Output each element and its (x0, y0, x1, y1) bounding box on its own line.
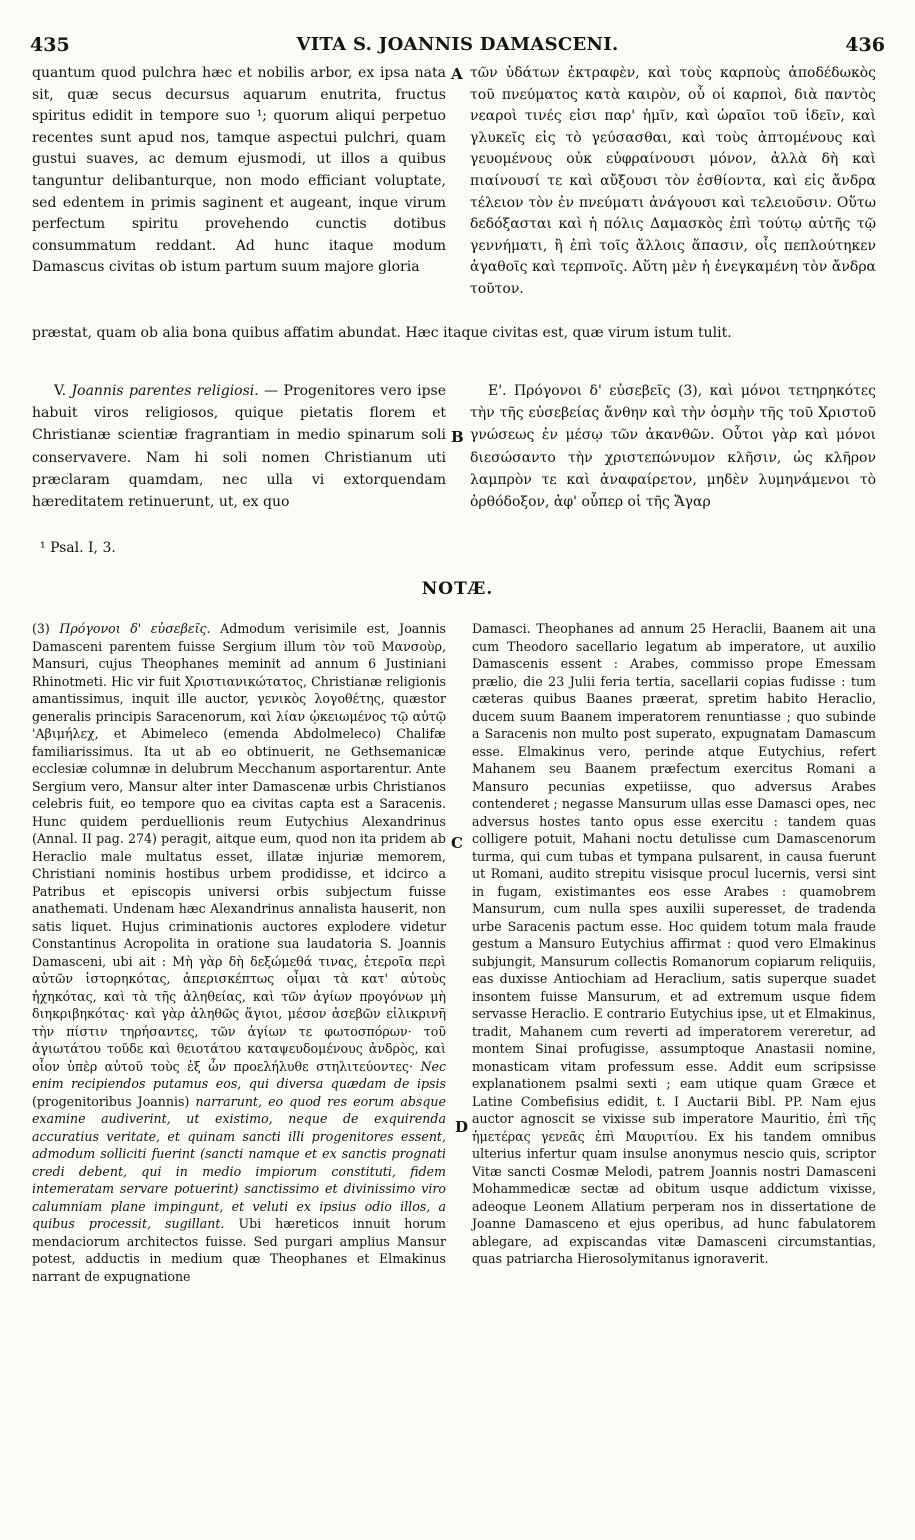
section-v-heading: V. (54, 383, 67, 399)
page-number-right: 436 (845, 34, 885, 56)
greek-paragraph: τῶν ὑδάτων ἐκτραφὲν, καὶ τοὺς καρποὺς ἀποδέδωκὸς τοῦ πνεύματος κατὰ καιρὸν, οὗ οἱ καρποὶ, διὰ παντὸς νεαροὶ τινές εἰσι παρ' ἡμῖν, καὶ ὡραῖοι τοῦ ἰδεῖν, καὶ γλυκεῖς εἰς τὸ γεύσασθαι, καὶ τοὺς ἁπτομένους καὶ γευομένους οὐκ εὐφραίνουσι μόνον, ἀλλὰ δὴ καὶ πιαίνουσί τε καὶ αὔξουσι τὸν ἐσθίοντα, καὶ εἰς ἄνδρα τέλειον τὸν ἐν πνεύματι ἀνάγουσι καὶ τελειοῦσιν. Οὕτω δεδόξασται καὶ ἡ πόλις Δαμασκὸς ἐπὶ τούτῳ αὐτῆς τῷ γεννήματι, ἢ ἐπὶ τοῖς ἄλλοις ἅπασιν, οἷς πεπλούτηκεν ἀγαθοῖς καὶ τερπνοῖς. Αὕτη μὲν ἡ ἐνεγκαμένη τὸν ἄνδρα τοῦτον. (470, 65, 876, 297)
latin-section-v (32, 380, 446, 513)
full-width-line (32, 323, 876, 345)
page-number-left: 435 (30, 34, 70, 56)
page-header (30, 34, 885, 58)
section-e-paragraph: Ε'. Πρόγονοι δ' εὐσεβεῖς (3), καὶ μόνοι τετηρηκότες τὴν τῆς εὐσεβείας ἄνθην καὶ τὴν ὀσμὴν τῆς τοῦ Χριστοῦ γνώσεως ἐν μέσῳ τῶν ἀκανθῶν. Οὗτοι γὰρ καὶ μόνοι διεσώσαντο τὴν χριστεπώνυμον κλῆσιν, ὡς κλῆρον λαμπρὸν τε καὶ ἀναφαίρετον, μηδὲν λυμηνάμενοι τὸ ὀρθόδοξον, ἀφ' οὗπερ οἱ τῆς Ἄγαρ (470, 383, 876, 511)
margin-mark-c: C (451, 834, 463, 852)
note-text-2: Nec enim recipiendos putamus eos, qui diversa quædam de ipsis (32, 1058, 446, 1091)
footnote: ¹ Psal. I, 3. (40, 540, 116, 556)
note-text-5: Ubi hæreticos innuit horum mendaciorum architectos fuisse. Sed purgari amplius Mansur potest, adductis in medium quæ Theophanes et Elmakinus narrant de expugnatione (32, 1216, 446, 1284)
greek-section-e (470, 380, 876, 513)
note-text-3: (progenitoribus Joannis) (32, 1093, 190, 1109)
margin-mark-d: D (455, 1118, 469, 1136)
section-v-title: Joannis parentes religiosi. (71, 383, 259, 399)
greek-column-top (470, 63, 876, 301)
latin-column-top (32, 63, 446, 279)
latin-continuation: præstat, quam ob alia bona quibus affatim abundat. Hæc itaque civitas est, quæ virum istum tulit. (32, 325, 732, 341)
section-v-paragraph (32, 380, 446, 513)
note-lemma: Πρόγονοι δ' εὐσεβεῖς. (59, 621, 211, 636)
note-number: (3) (32, 621, 50, 636)
note-paragraph-right: Damasci. Theophanes ad annum 25 Heraclii, Baanem ait una cum Theodoro sacellario legatum ab imperatore, ut auxilio Damascenis essent : Arabes, commisso prope Emessam prælio, die 23 Julii feria tertia, sacellarii copias fudisse : tum cæteras quibus Baanes præerat, spretim habito Heraclio, ducem suum Baanem imperatorem renuntiasse ; quo subinde a Saracenis non multo post superato, expugnatam Damascum esse. Elmakinus vero, perinde atque Eutychius, refert Mahanem seu Baanem præfectum exercitus Romani a Mansuro pecunias expetiisse, quo adversus Arabes contenderet ; negasse Mansurum ullas esse Damasci opes, nec adversus hostes tanto opus esse exercitu : tandem quas colligere potuit, Mahani noctu detulisse cum Damascenorum turma, qui cum tubas et tympana pulsarent, in causa fuerunt ut Romani, audito strepitu visisque procul lucernis, versi sint in fugam, existimantes eos esse Arabes : quamobrem Mansurum, cum nulla spes auxilii superesset, de tradenda urbe Saracenis pactum esse. Hoc quidem totum mala fraude gestum a Mansuro Eutychius affirmat : quod vero Elmakinus subjungit, Mansurum collectis Romanorum copiarum reliquiis, eas duxisse Antiochiam ad Heraclium, satis superque suadet insontem fuisse Mansurum, et ad extremum usque fidem servasse Heraclio. E contrario Eutychius ipse, ut et Elmakinus, tradit, Mahanem cum reverti ad imperatorem vereretur, ad montem Sinai profugisse, assumptoque Anastasii nomine, monasticam vitam professum esse. Addit eum scripsisse explanationem psalmi sexti ; eam utique quam Græce et Latine Combefisius edidit, t. I Auctarii Bibl. PP. Nam ejus auctor agnoscit se vixisse sub imperatore Mauritio, ἐπὶ τῆς ἡμετέρας γενεᾶς ἐπὶ Μαυριτίου. Ex his tandem omnibus ulterius infertur quam insulse anonymus nescio quis, scriptor Vitæ sancti Cosmæ Melodi, patrem Joannis nostri Damasceni Mohammedicæ sectæ ad obitum usque addictum vixisse, adeoque Leonem Allatium perperam nos in dissertatione de Joanne Damasceno et ejus operibus, ad hunc fabulatorem ablegare, ad expiscandas vitæ Damasceni circumstantias, quas patriarcha Hierosolymitanus ignoraverit. (472, 621, 876, 1266)
note-text-1: Admodum verisimile est, Joannis Damasceni parentem fuisse Sergium illum τὸν τοῦ Μανσοὺρ, Mansuri, cujus Theophanes meminit ad annum 6 Justiniani Rhinotmeti. Hic vir fuit Χριστιανικώτατος, Christianæ religionis amantissimus, inquit ille auctor, γενικὸς λογοθέτης, quæstor generalis principis Saracenorum, καὶ λίαν ᾠκειωμένος τῷ αὐτῷ 'Αβιμήλεχ, et Abimeleco (emenda Abdolmeleco) Chalifæ familiarissimus. Ita ut ab eo obtinuerit, ne Gethsemanicæ ecclesiæ columnæ in delubrum Mecchanum asportarentur. Ante Sergium vero, Mansur alter inter Damascenæ urbis Christianos celebris fuit, eo tempore quo ea civitas capta est a Saracenis. Hunc quidem perduellionis reum Eutychius Alexandrinus (Annal. II pag. 274) peragit, aitque eum, quod non ita pridem ab Heraclio male multatus esset, illatæ injuriæ memorem, Christiani nominis hostibus urbem prodidisse, et idcirco a Patribus et episcopis universi orbis subjectum fuisse anathemati. Undenam hæc Alexandrinus annalista hauserit, non satis liquet. Hujus criminationis auctores explodere videtur Constantinus Acropolita in oratione sua laudatoria S. Joannis Damasceni, ubi ait : Μὴ γὰρ δὴ δεξώμεθά τινας, ἑτεροῖα περὶ αὐτῶν ἱστορηκότας, ἀπερισκέπτως οἶμαι τὰ κατ' αὐτοὺς ἠχηκότας, καὶ τὰ τῆς ἀληθείας, καὶ τῶν ἀγίων προγόνων μὴ διηκριβηκότας· καὶ γὰρ ἀληθῶς ἅγιοι, μέσον ἀσεβῶν εἰλικρινῆ τὴν πίστιν τηρήσαντες, τῶν ἁγίων τε φωτοσπόρων· τοῦ ἁγιωτάτου τοῦδε καὶ θειοτάτου καταψευδομένους ἀνδρὸς, καὶ οἷον ὑπὲρ αὐτοῦ τοὺς ἐξ ὧν προελήλυθε στηλιτεύοντες· (32, 621, 446, 1074)
notes-column-left (32, 620, 446, 1285)
latin-paragraph: quantum quod pulchra hæc et nobilis arbor, ex ipsa nata sit, quæ secus decursus aquarum enutrita, fructus spiritus edidit in tempore suo ¹; quorum aliqui perpetuo recentes sunt apud nos, tamque aspectui pulchri, quam gustui suaves, ac demum ejusmodi, ut illos a quibus tanguntur delibanturque, non modo efficiant voluptate, sed edentem in primis saginent et augeant, inque virum perfectum spiritu provehendo cunctis dotibus consummatum reddant. Ad hunc itaque modum Damascus civitas ob istum partum suum majore gloria (32, 65, 446, 276)
margin-mark-a: A (451, 65, 463, 83)
section-v-text: — Progenitores vero ipse habuit viros religiosos, quique pietatis florem et Christianæ scientiæ fragrantiam in medio spinarum soli conservavere. Nam hi soli nomen Christianum uti præclaram quamdam, nec ulla vi extorquendam hæreditatem retinuerunt, ut, ex quo (32, 383, 447, 511)
note-text-4: narrarunt, eo quod res eorum absque examine audiverint, ut existimo, neque de exquirenda accuratius veritate, et quinam sancti illi progenitores essent, admodum solliciti fuerint (sancti namque et ex sanctis prognati credi debent, qui in medio impiorum constituti, fidem intemeratam servare potuerint) sanctissimo et divinissimo viro calumniam plane impingunt, et veluti ex ipsius odio illos, a quibus processit, sugillant. (32, 1093, 446, 1231)
notae-heading: NOTÆ. (421, 579, 494, 599)
notes-column-right (472, 620, 876, 1268)
running-title: VITA S. JOANNIS DAMASCENI. (296, 34, 619, 55)
margin-mark-b: B (451, 428, 464, 446)
note-paragraph-left (32, 620, 446, 1285)
